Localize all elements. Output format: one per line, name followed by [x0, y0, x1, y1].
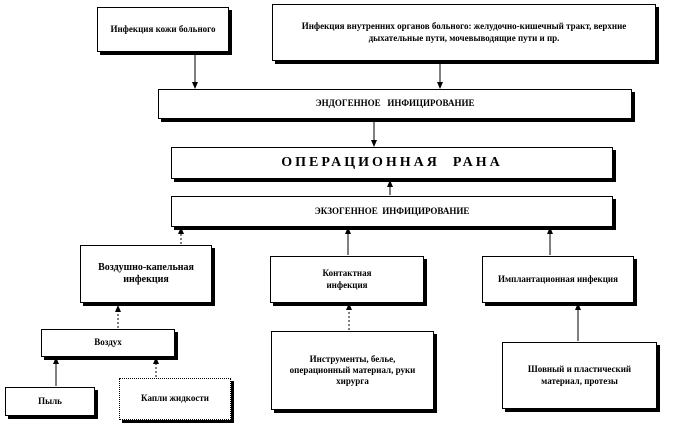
operation-wound-label: ОПЕРАЦИОННАЯ РАНА: [281, 155, 503, 171]
contact-infection-label: Контактная инфекция: [322, 268, 372, 290]
internal-organs-infection-box: [272, 4, 656, 61]
endogenous-infection-label: ЭНДОГЕННОЕ ИНФИЦИРОВАНИЕ: [315, 98, 475, 109]
suture-material-box: [502, 342, 657, 409]
endogenous-infection-box: [158, 89, 632, 119]
implant-infection-box: [482, 256, 634, 303]
liquid-droplets-label: Капли жидкости: [141, 393, 209, 404]
air-label: Воздух: [94, 337, 122, 348]
contact-infection-box: [270, 256, 424, 303]
airborne-infection-box: [80, 245, 212, 303]
implant-infection-label: Имплантационная инфекция: [498, 273, 618, 284]
internal-organs-infection-label: Инфекция внутренних органов больного: желудочно-кишечный тракт, верхние дыхательные пути, мочевыводящие пути и пр.: [301, 21, 627, 43]
skin-infection-label: Инфекция кожи больного: [110, 23, 216, 34]
dust-label: Пыль: [38, 395, 62, 406]
skin-infection-box: [97, 7, 229, 52]
operation-wound-box: [171, 147, 613, 179]
air-box: [41, 329, 175, 357]
airborne-infection-label: Воздушно-капельная инфекция: [98, 261, 194, 285]
exogenous-infection-label: ЭКЗОГЕННОЕ ИНФИЦИРОВАНИЕ: [314, 205, 470, 216]
exogenous-infection-box: [171, 196, 613, 227]
suture-material-label: Шовный и пластический материал, протезы: [527, 364, 632, 386]
liquid-droplets-box: [119, 378, 231, 420]
instruments-label: Инструменты, белье, операционный материал, руки хирурга: [289, 353, 416, 387]
dust-box: [5, 387, 95, 416]
instruments-box: [271, 331, 434, 410]
